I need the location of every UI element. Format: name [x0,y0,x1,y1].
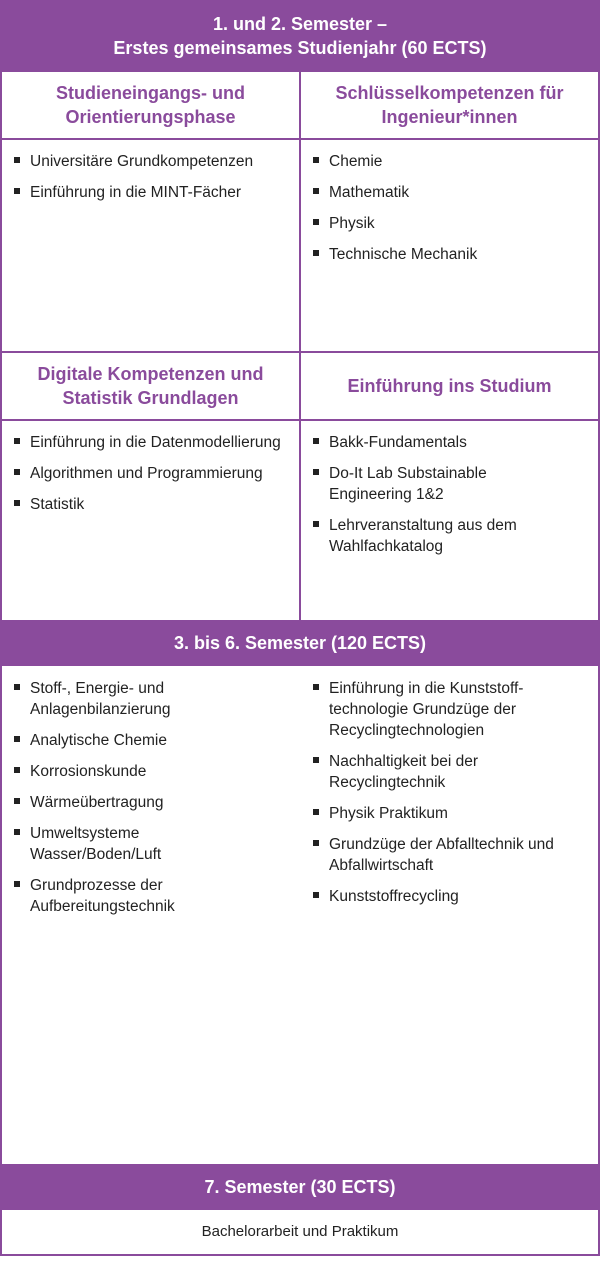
bullet-square-icon [14,767,20,773]
block-heading-line1: Digitale Kompetenzen und [37,364,264,384]
list-item: Kunststoffrecycling [313,886,573,907]
block-heading [301,353,598,421]
list-item: Physik [313,213,591,234]
list-item: Einführung in die Datenmodellierung [14,432,284,453]
list-item: Physik Praktikum [313,803,573,824]
bullet-square-icon [14,188,20,194]
bullet-square-icon [14,469,20,475]
section1-grid [0,72,600,620]
bullet-square-icon [14,881,20,887]
bullet-square-icon [14,500,20,506]
list-item: Chemie [313,151,591,172]
section1-title-line2: Erstes gemeinsames Studienjahr (60 ECTS) [113,38,487,58]
section1-title-line1: 1. und 2. Semester – [212,14,388,34]
block-heading-line1: Einführung ins Studium [347,376,552,396]
bullet-square-icon [313,684,319,690]
bullet-square-icon [313,809,319,815]
block-item-list [313,151,591,275]
list-item: Umweltsysteme Wasser/Boden/Luft [14,823,274,865]
bullet-square-icon [313,188,319,194]
block-heading-line1: Studieneingangs- und [56,83,245,103]
block-item-list [14,432,284,525]
section2-header [0,620,600,666]
list-item: Mathematik [313,182,591,203]
block-heading-line2: Ingenieur*innen [381,107,518,127]
block-heading-line2: Orientierungsphase [65,107,236,127]
block-digitale-kompetenzen [2,353,299,620]
bullet-square-icon [313,757,319,763]
block-studieneingang [2,72,299,351]
bullet-square-icon [313,438,319,444]
section3-header [0,1164,600,1210]
bullet-square-icon [313,219,319,225]
bullet-square-icon [313,840,319,846]
list-item: Einführung in die Kunststoff-technologie Grundzüge der Recyclingtechnologien [313,678,573,741]
section2-content [0,666,600,1164]
bullet-square-icon [14,829,20,835]
list-item: Grundprozesse der Aufbereitungstechnik [14,875,274,917]
list-item: Nachhaltigkeit bei der Recyclingtechnik [313,751,573,793]
block-heading-line2: Statistik Grundlagen [62,388,239,408]
section3-content [0,1210,600,1256]
list-item: Algorithmen und Programmierung [14,463,284,484]
bullet-square-icon [14,798,20,804]
list-item: Lehrveranstaltung aus dem Wahlfachkatalog [313,515,573,557]
block-item-list [313,432,573,567]
block-heading [2,353,299,421]
section2-left-list [14,678,274,927]
section3-title: 7. Semester (30 ECTS) [204,1177,396,1197]
section2-title: 3. bis 6. Semester (120 ECTS) [173,633,427,653]
block-schluesselkompetenzen [301,72,598,351]
list-item: Statistik [14,494,284,515]
block-heading [301,72,598,140]
bullet-square-icon [14,157,20,163]
bullet-square-icon [313,157,319,163]
block-heading [2,72,299,140]
section1-header [0,0,600,72]
bullet-square-icon [313,469,319,475]
list-item: Korrosionskunde [14,761,274,782]
block-item-list [14,151,292,213]
section3-text: Bachelorarbeit und Praktikum [201,1223,399,1240]
list-item: Technische Mechanik [313,244,591,265]
list-item: Bakk-Fundamentals [313,432,573,453]
block-heading-line1: Schlüsselkompetenzen für [335,83,564,103]
list-item: Stoff-, Energie- und Anlagenbilanzierung [14,678,274,720]
bullet-square-icon [313,250,319,256]
list-item: Grundzüge der Abfalltechnik und Abfallwirtschaft [313,834,573,876]
list-item: Analytische Chemie [14,730,274,751]
bullet-square-icon [14,736,20,742]
list-item: Einführung in die MINT-Fächer [14,182,292,203]
list-item: Do-It Lab Substainable Engineering 1&2 [313,463,573,505]
list-item: Universitäre Grundkompetenzen [14,151,292,172]
bullet-square-icon [313,521,319,527]
block-einfuehrung-studium [301,353,598,620]
bullet-square-icon [14,438,20,444]
bullet-square-icon [14,684,20,690]
list-item: Wärmeübertragung [14,792,274,813]
bullet-square-icon [313,892,319,898]
section2-right-list [313,678,573,917]
